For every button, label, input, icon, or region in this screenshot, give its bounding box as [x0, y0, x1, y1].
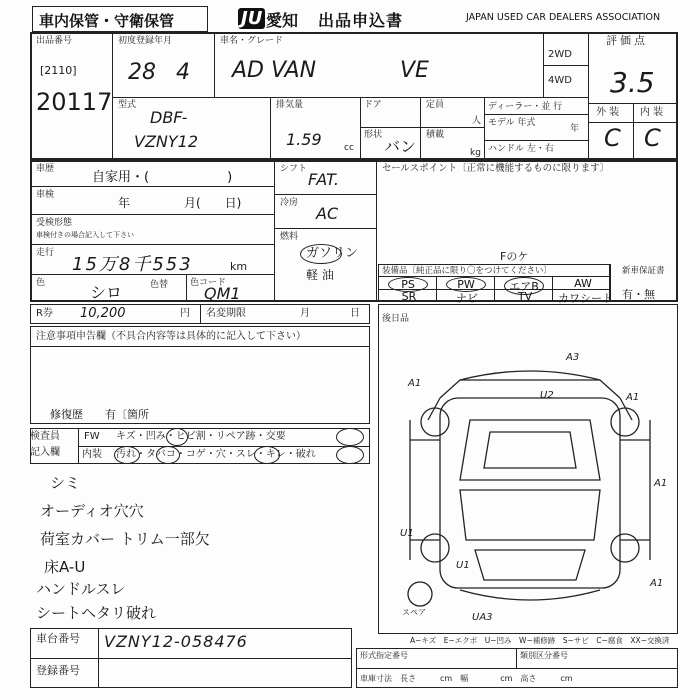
r-ken-amount: 10,200 — [80, 306, 126, 321]
fuel-circle — [300, 244, 342, 264]
shift-value: FAT. — [308, 170, 340, 189]
day-label: 日 — [350, 308, 360, 319]
score-label: 評価点 — [606, 34, 648, 47]
damage-mark: U1 — [456, 560, 470, 571]
equipment-label: 装備品〔純正品に限り〇をつけてください〕 — [382, 266, 553, 276]
post-date-label: 後日品 — [382, 314, 410, 324]
model-prefix: DBF- — [150, 108, 188, 127]
color-label: 色 — [36, 278, 46, 288]
equipment-item: PS — [388, 277, 428, 292]
damage-mark: A3 — [566, 352, 580, 363]
damage-mark: A1 — [650, 578, 664, 589]
dealer-label: ディーラー・並 行 — [488, 102, 563, 112]
new-warranty-options: 有・無 — [622, 288, 655, 301]
equipment-item: PW — [446, 277, 486, 292]
displacement-label: 排気量 — [276, 100, 304, 110]
person-unit: 人 — [472, 116, 482, 126]
history-label: 車歴 — [36, 164, 55, 174]
km-label: km — [230, 260, 248, 273]
equipment-item: カワシート — [558, 292, 613, 305]
circle-mark — [114, 446, 140, 464]
interior-grade: C — [644, 124, 661, 152]
new-warranty-label: 新車保証書 — [622, 266, 665, 276]
car-name-label: 車名・グレード — [220, 36, 284, 46]
equipment-item: TV — [517, 290, 533, 303]
fuel-value: ガソリン — [306, 246, 359, 261]
color-value: シロ — [90, 283, 123, 302]
damage-mark: U2 — [540, 390, 554, 401]
car-name-value: AD VAN — [232, 58, 317, 83]
interior-items: 汚れ・タバコ・コゲ・穴・スレ・キレ・破れ — [116, 449, 316, 460]
name-change-label: 名変期限 — [206, 308, 246, 319]
spare-label: スペア — [402, 608, 426, 617]
inspection-year: 年 — [118, 196, 131, 210]
score-value: 3.5 — [610, 66, 655, 99]
year-unit-label: 年 — [570, 124, 580, 134]
damage-mark: A1 — [408, 378, 422, 389]
inspector-label: 検査員 — [30, 431, 60, 442]
color-code-label: 色コード — [190, 278, 227, 288]
damage-mark: U1 — [400, 528, 414, 539]
shift-label: シフト — [280, 164, 308, 174]
reg-month: 4 — [176, 60, 190, 85]
r-ken-label: R券 — [36, 308, 53, 319]
circle-mark — [336, 428, 364, 446]
note-line: 床A-U — [44, 558, 86, 576]
fw-label: FW — [84, 431, 100, 442]
yen-label: 円 — [180, 308, 190, 319]
legend-text: A−キズ E−エクボ U−凹み W−補修跡 S−サビ C−腐食 XX−交換済 — [410, 636, 670, 645]
equipment-item: エアB — [504, 277, 544, 295]
shape-label: 形状 — [364, 130, 383, 140]
reg-year: 28 — [128, 60, 156, 85]
load-label: 積載 — [426, 130, 445, 140]
storage-title-box — [32, 6, 208, 32]
notes-label: 注意事項申告欄（不具合内容等は具体的に記入して下さい） — [36, 331, 306, 342]
circle-mark — [156, 446, 180, 464]
model-code: VZNY12 — [134, 132, 199, 151]
inspection-label: 車検 — [36, 190, 55, 200]
fog-note: Fのケ — [500, 250, 529, 263]
note-line: ハンドルスレ — [36, 580, 126, 598]
inspection-month-day: 月( 日) — [184, 196, 242, 210]
fw-items: キズ・凹み・ヒビ割・リペア跡・交要 — [116, 431, 286, 442]
color-code-value: QM1 — [204, 284, 241, 303]
org-name: 愛知 — [266, 11, 299, 30]
color-change-label: 色替 — [150, 280, 169, 290]
exterior-grade: C — [604, 124, 621, 152]
kg-label: kg — [470, 148, 481, 158]
circle-mark — [166, 428, 188, 446]
repair-label: 修復歴 有〔箇所 — [50, 408, 149, 421]
interior-row-label: 内装 — [82, 449, 102, 460]
chassis-no-value: VZNY12-058476 — [104, 632, 248, 651]
sales-point-label: セールスポイント〔正常に機能するものに限ります〕 — [382, 163, 610, 174]
mileage-label: 走行 — [36, 248, 55, 258]
equipment-item: ナビ — [456, 292, 478, 305]
dims-label: 車庫寸法 長さ cm 幅 cm 高さ cm — [360, 674, 573, 683]
note-line: 荷室カバー トリム一部欠 — [40, 530, 210, 548]
2wd-label: 2WD — [548, 49, 572, 60]
damage-mark: A1 — [626, 392, 640, 403]
storage-title: 車内保管・守衛保管 — [39, 12, 175, 30]
mileage-value: 15万8千553 — [72, 254, 193, 275]
entry-label: 記入欄 — [30, 447, 60, 458]
fuel-alt: 軽 油 — [306, 268, 334, 282]
damage-mark: A1 — [654, 478, 668, 489]
cc-label: cc — [344, 143, 354, 153]
receive-label: 受検形態 — [36, 218, 73, 228]
shape-value: バン — [384, 137, 417, 156]
cooler-label: 冷房 — [280, 198, 299, 208]
door-label: ドア — [364, 100, 382, 110]
note-line: シミ — [50, 474, 81, 492]
car-diagram — [380, 340, 678, 630]
lot-bracket: [2110] — [40, 64, 77, 77]
month-label: 月 — [300, 308, 310, 319]
fuel-label: 燃料 — [280, 232, 299, 242]
exterior-label: 外 装 — [596, 107, 620, 118]
equipment-item: SR — [401, 290, 417, 303]
cooler-value: AC — [316, 204, 339, 223]
note-line: シートヘタリ破れ — [36, 604, 157, 622]
association-name: JAPAN USED CAR DEALERS ASSOCIATION — [466, 12, 661, 23]
interior-label: 内 装 — [640, 107, 664, 118]
lot-number: 20117 — [36, 88, 113, 116]
form-title: 出品申込書 — [318, 11, 404, 30]
receive-note: 車検付きの場合記入して下さい — [36, 231, 134, 239]
ju-logo: JU — [238, 8, 265, 29]
displacement-value: 1.59 — [286, 130, 322, 149]
note-line: オーディオ穴穴 — [40, 502, 144, 520]
chassis-no-label: 車台番号 — [36, 632, 80, 645]
handle-label: ハンドル 左・右 — [488, 144, 554, 154]
capacity-label: 定員 — [426, 100, 445, 110]
lot-no-label: 出品番号 — [36, 36, 73, 46]
type-no-label: 形式指定番号 — [360, 651, 408, 660]
first-reg-label: 初度登録年月 — [118, 36, 173, 46]
class-no-label: 類別区分番号 — [520, 651, 568, 660]
equipment-item: AW — [574, 277, 592, 290]
grade-value: VE — [400, 58, 429, 83]
model-year-label: モデル 年式 — [488, 118, 536, 128]
damage-mark: UA3 — [472, 612, 493, 623]
circle-mark — [254, 446, 280, 464]
model-label: 型式 — [118, 100, 137, 110]
history-value: 自家用・( ) — [92, 170, 233, 185]
4wd-label: 4WD — [548, 75, 572, 86]
reg-no-label: 登録番号 — [36, 664, 80, 677]
circle-mark — [336, 446, 364, 464]
